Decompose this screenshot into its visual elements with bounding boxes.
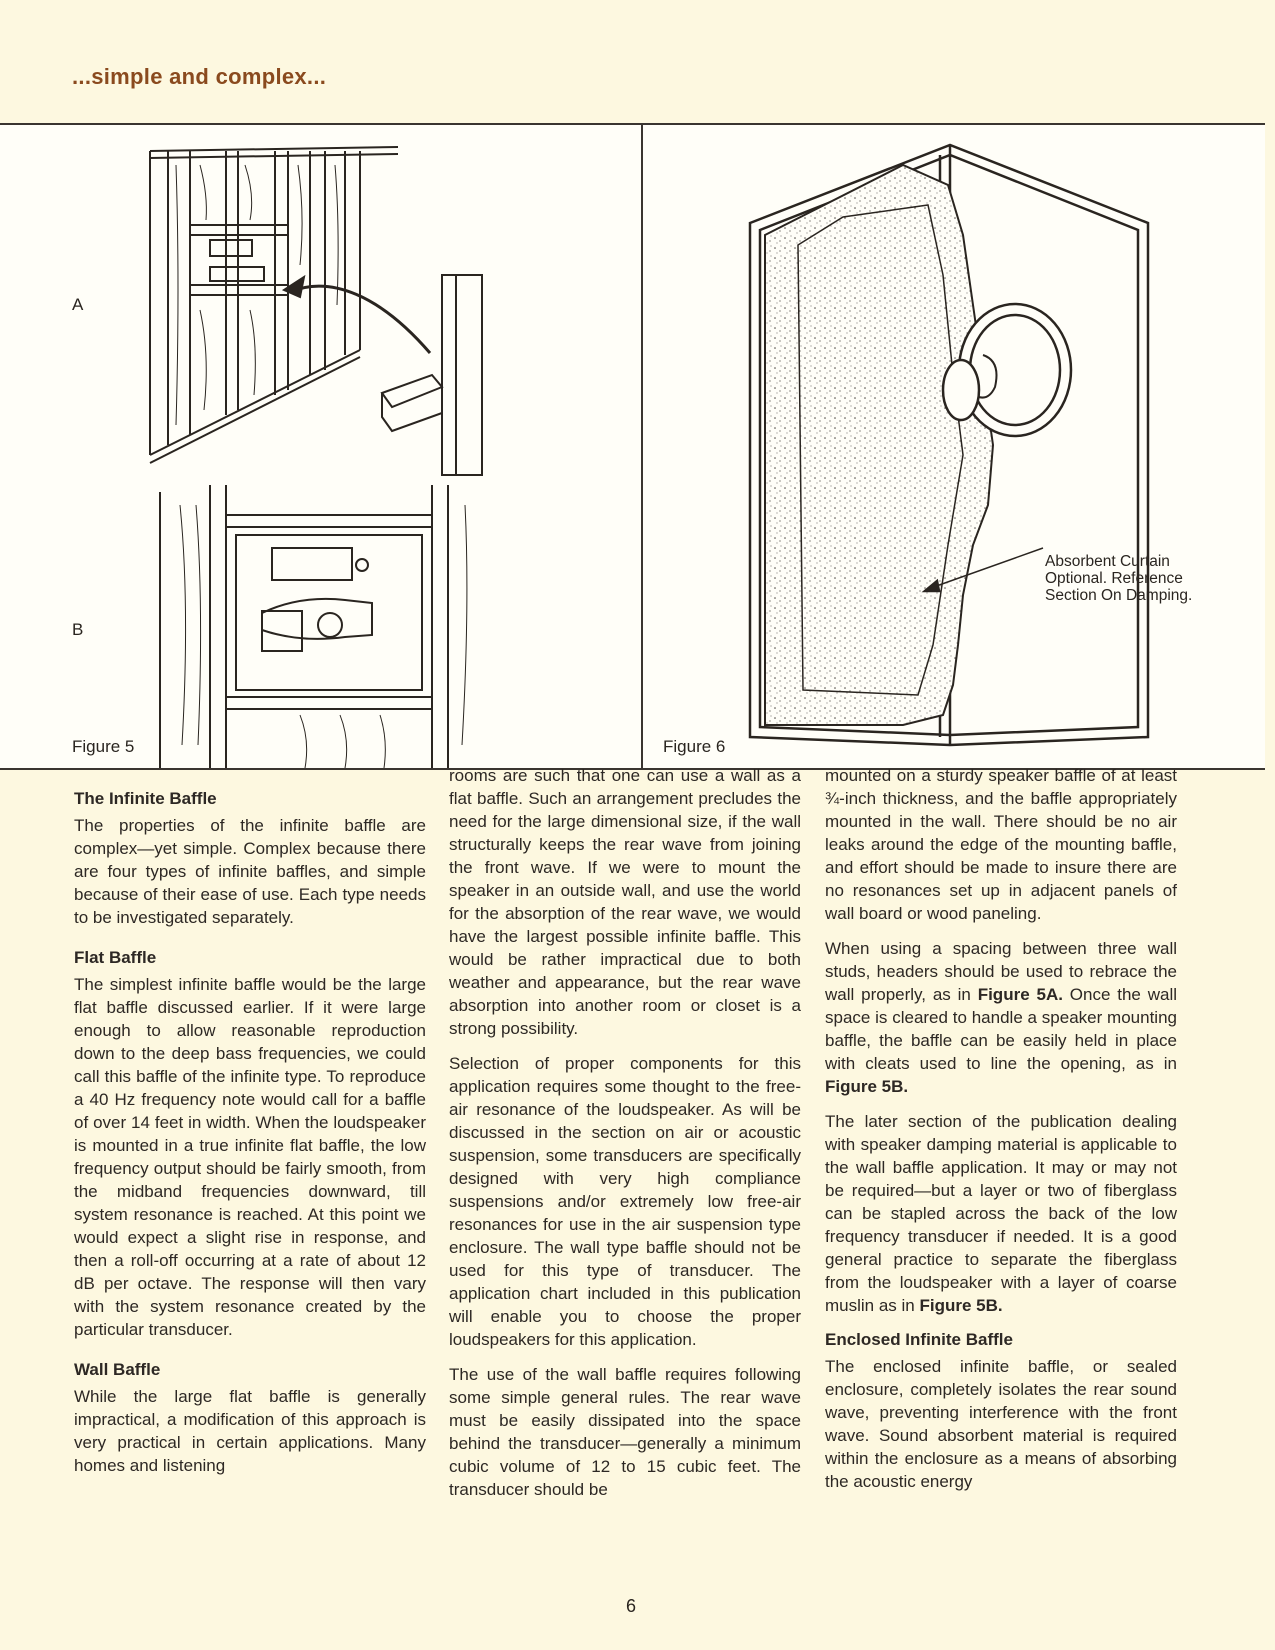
paragraph <box>825 937 1177 1098</box>
paragraph: The enclosed infinite baffle, or sealed enclosure, completely isolates the rear sound wave, preventing interference with the front wave. Sound absorbent material is required within the enclosure as a means of absorbing the acoustic energy <box>825 1357 1177 1491</box>
paragraph: mounted on a sturdy speaker baffle of at least ¾-inch thickness, and the baffle appropriately mounted in the wall. There should be no air leaks around the edge of the mounting baffle, and effort should be made to insure there are no resonances set up in adjacent panels of wall board or wood paneling. <box>825 766 1177 923</box>
paragraph: The use of the wall baffle requires following some simple general rules. The rear wave must be easily dissipated into the space behind the transducer—generally a minimum cubic volume of 12 to 15 cubic feet. The transducer should be <box>449 1365 801 1499</box>
text-run: The later section of the publication dealing with speaker damping material is applicable to the wall baffle application. It may or may not be required—but a layer or two of fiberglass can be stapled across the back of the low frequency transducer if needed. It is a good general practice to separate the fiberglass from the loudspeaker with a layer of coarse muslin as in <box>825 1112 1177 1315</box>
paragraph: While the large flat baffle is generally impractical, a modification of this approach is very practical in certain applications. Many homes and listening <box>74 1387 426 1475</box>
page-header-title: ...simple and complex... <box>72 64 327 89</box>
figure-6-caption: Figure 6 <box>663 737 726 756</box>
figure-5a-label: A <box>72 295 84 314</box>
text-column-3 <box>825 764 1177 1511</box>
figure-reference: Figure 5B. <box>919 1296 1003 1315</box>
text-run: Once the wall space is cleared to handle a speaker mounting baffle, the baffle can be easily held in place with cleats used to line the opening, as in <box>825 985 1178 1073</box>
paragraph: The properties of the infinite baffle are complex—yet simple. Complex because there are four types of infinite baffles, and simple because of their ease of use. Each type needs to be investigated separately. <box>74 816 426 927</box>
text-column-2 <box>449 764 801 1519</box>
section-heading: Enclosed Infinite Baffle <box>825 1330 1013 1349</box>
figure-5-panel <box>0 125 641 768</box>
paragraph: Selection of proper components for this application requires some thought to the free-air resonance of the loudspeaker. As will be discussed in the section on air or acoustic suspension, some transducers are specifically designed with very high compliance suspensions and/or extremely low free-air resonances for use in the air suspension type enclosure. The wall type baffle should not be used for this type of transducer. The application chart included in this publication will enable you to choose the proper loudspeakers for this application. <box>449 1054 801 1349</box>
figure-6-callout <box>1045 553 1192 604</box>
page-number: 6 <box>626 1596 637 1616</box>
figure-5-caption: Figure 5 <box>72 737 135 756</box>
paragraph: rooms are such that one can use a wall as a flat baffle. Such an arrangement precludes the need for the large dimensional size, if the wall structurally keeps the rear wave from joining the front wave. If we were to mount the speaker in an outside wall, and use the world for the absorption of the rear wave, we would have the largest possible infinite baffle. This would be rather impractical due to both weather and appearance, but the rear wave absorption into another room or closet is a strong possibility. <box>449 766 801 1038</box>
callout-line-1: Absorbent Curtain <box>1045 553 1170 570</box>
figure-5-illustration <box>0 125 641 768</box>
paragraph: The simplest infinite baffle would be the large flat baffle discussed earlier. If it were large enough to allow reasonable reproduction down to the deep bass frequencies, we could call this baffle of the infinite type. To reproduce a 40 Hz frequency note would call for a baffle of over 14 feet in width. When the loudspeaker is mounted in a true infinite flat baffle, the low frequency output should be fairly smooth, from the midband frequencies downward, till system resonance is reached. At this point we would expect a slight rise in response, and then a roll-off occurring at a rate of about 12 dB per octave. The response will then vary with the system resonance created by the particular transducer. <box>74 975 426 1339</box>
figure-reference: Figure 5B. <box>825 1077 909 1096</box>
figure-reference: Figure 5A. <box>977 985 1063 1004</box>
section-heading: Flat Baffle <box>74 948 157 967</box>
text-column-1 <box>74 788 426 1495</box>
figure-6-illustration <box>643 125 1265 768</box>
text-run: When using a spacing between three wall studs, headers should be used to rebrace the wall properly, as in <box>825 939 1177 1004</box>
callout-line-3: Section On Damping. <box>1045 587 1193 604</box>
figure-6-panel <box>643 125 1265 768</box>
section-heading: The Infinite Baffle <box>74 789 217 808</box>
section-heading: Wall Baffle <box>74 1360 161 1379</box>
paragraph <box>825 1110 1177 1317</box>
callout-line-2: Optional. Reference <box>1045 570 1183 587</box>
figure-5b-label: B <box>72 620 84 639</box>
